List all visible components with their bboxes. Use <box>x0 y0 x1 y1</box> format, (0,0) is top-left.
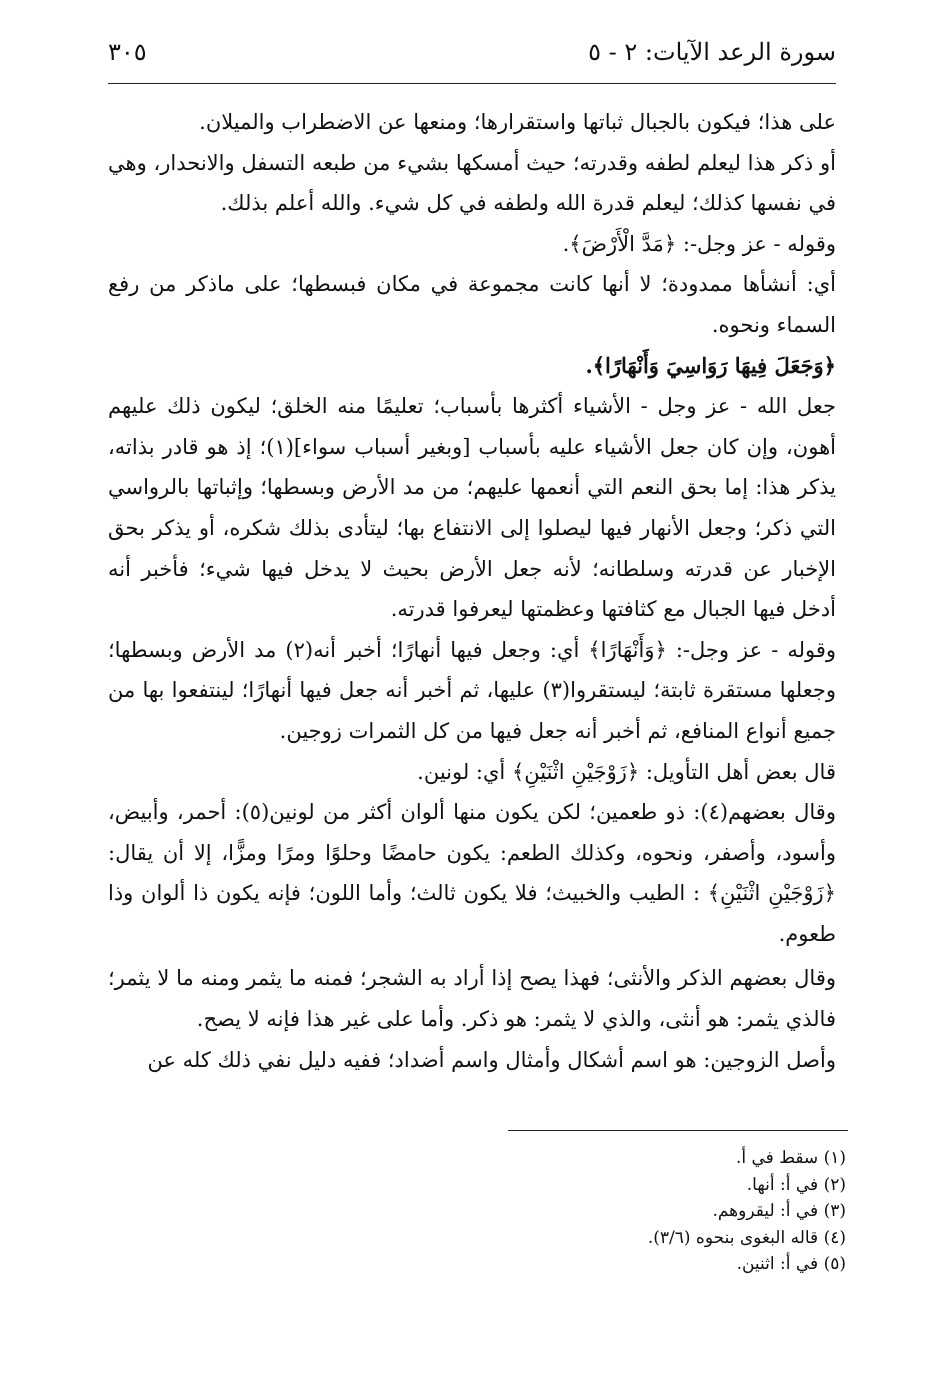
paragraph: جعل الله - عز وجل - الأشياء أكثرها بأسباب؛ تعليمًا منه الخلق؛ ليكون ذلك عليهم أهون، وإن كان جعل الأشياء عليه بأسباب [وبغير أسباب سواء](١)؛ إذ هو قادر بذاته، يذكر هذا: إما بحق النعم التي أنعمها عليهم؛ من مد الأرض وبسطها؛ وإثباتها بالرواسي التي ذكر؛ وجعل الأنهار فيها ليصلوا إلى الانتفاع بها؛ ليتأدى بذلك شكره، أو يذكر بحق الإخبار عن قدرته وسلطانه؛ لأنه جعل الأرض بحيث لا يدخل فيها شيء؛ فأخبر أنه أدخل فيها الجبال مع كثافتها وعظمتها ليعرفوا قدرته. <box>108 394 836 622</box>
paragraph: وقوله - عز وجل-: ﴿وَأَنْهَارًا﴾ أي: وجعل فيها أنهارًا؛ أخبر أنه(٢) مد الأرض وبسطها؛ وجعلها مستقرة ثابتة؛ ليستقروا(٣) عليها، ثم أخبر أنه جعل فيها أنهارًا؛ لينتفعوا بها من جميع أنواع المنافع، ثم أخبر أنه جعل فيها من كل الثمرات زوجين. <box>108 637 837 743</box>
footnote: (١) سقط في أ. <box>735 1148 846 1168</box>
running-header <box>108 38 836 78</box>
paragraph: أو ذكر هذا ليعلم لطفه وقدرته؛ حيث أمسكها بشيء من طبعه التسفل والانحدار، وهي في نفسها كذلك؛ ليعلم قدرة الله ولطفه في كل شيء. والله أعلم بذلك. <box>108 150 836 216</box>
paragraph: وقال بعضهم(٤): ذو طعمين؛ لكن يكون منها ألوان أكثر من لونين(٥): أحمر، وأبيض، وأسود، وأصفر، ونحوه، وكذلك الطعم: يكون حامضًا وحلوًا ومرًا ومزًّا، إلا أن يقال: ﴿زَوْجَيْنِ اثْنَيْنِ﴾ : الطيب والخبيث؛ فلا يكون ثالث؛ وأما اللون؛ فإنه يكون ذا ألوان وذا طعوم. <box>108 800 836 946</box>
paragraph: على هذا؛ فيكون بالجبال ثباتها واستقرارها؛ ومنعها عن الاضطراب والميلان. <box>199 110 836 134</box>
paragraph: قال بعض أهل التأويل: ﴿زَوْجَيْنِ اثْنَيْنِ﴾ أي: لونين. <box>417 759 836 784</box>
footnote: (٥) في أ: اثنين. <box>736 1254 846 1274</box>
paragraph: وقال بعضهم الذكر والأنثى؛ فهذا يصح إذا أراد به الشجر؛ فمنه ما يثمر ومنه ما لا يثمر؛ فالذي يثمر: هو أنثى، والذي لا يثمر: هو ذكر. وأما على غير هذا فإنه لا يصح. <box>108 966 836 1032</box>
paragraph: أي: أنشأها ممدودة؛ لا أنها كانت مجموعة في مكان فبسطها؛ على ماذكر من رفع السماء ونحوه. <box>108 272 836 337</box>
surah-title: سورة الرعد الآيات: ٢ - ٥ <box>588 38 836 66</box>
paragraph: وأصل الزوجين: هو اسم أشكال وأمثال واسم أضداد؛ ففيه دليل نفي ذلك كله عن <box>147 1047 836 1072</box>
footnote: (٣) في أ: ليقروهم. <box>712 1201 846 1221</box>
paragraph: وقوله - عز وجل-: ﴿مَدَّ الْأَرْضَ﴾. <box>562 231 836 256</box>
footnotes <box>346 1145 846 1278</box>
footnote: (٢) في أ: أنها. <box>746 1174 846 1195</box>
footnote-divider <box>508 1130 848 1131</box>
header-divider <box>108 83 836 84</box>
footnote: (٤) قاله البغوى بنحوه (٣/٦). <box>647 1227 846 1248</box>
quran-verse: ﴿وَجَعَلَ فِيهَا رَوَاسِيَ وَأَنْهَارًا﴾. <box>585 352 836 378</box>
main-text <box>108 102 836 1080</box>
page-number: ٣٠٥ <box>108 38 147 66</box>
